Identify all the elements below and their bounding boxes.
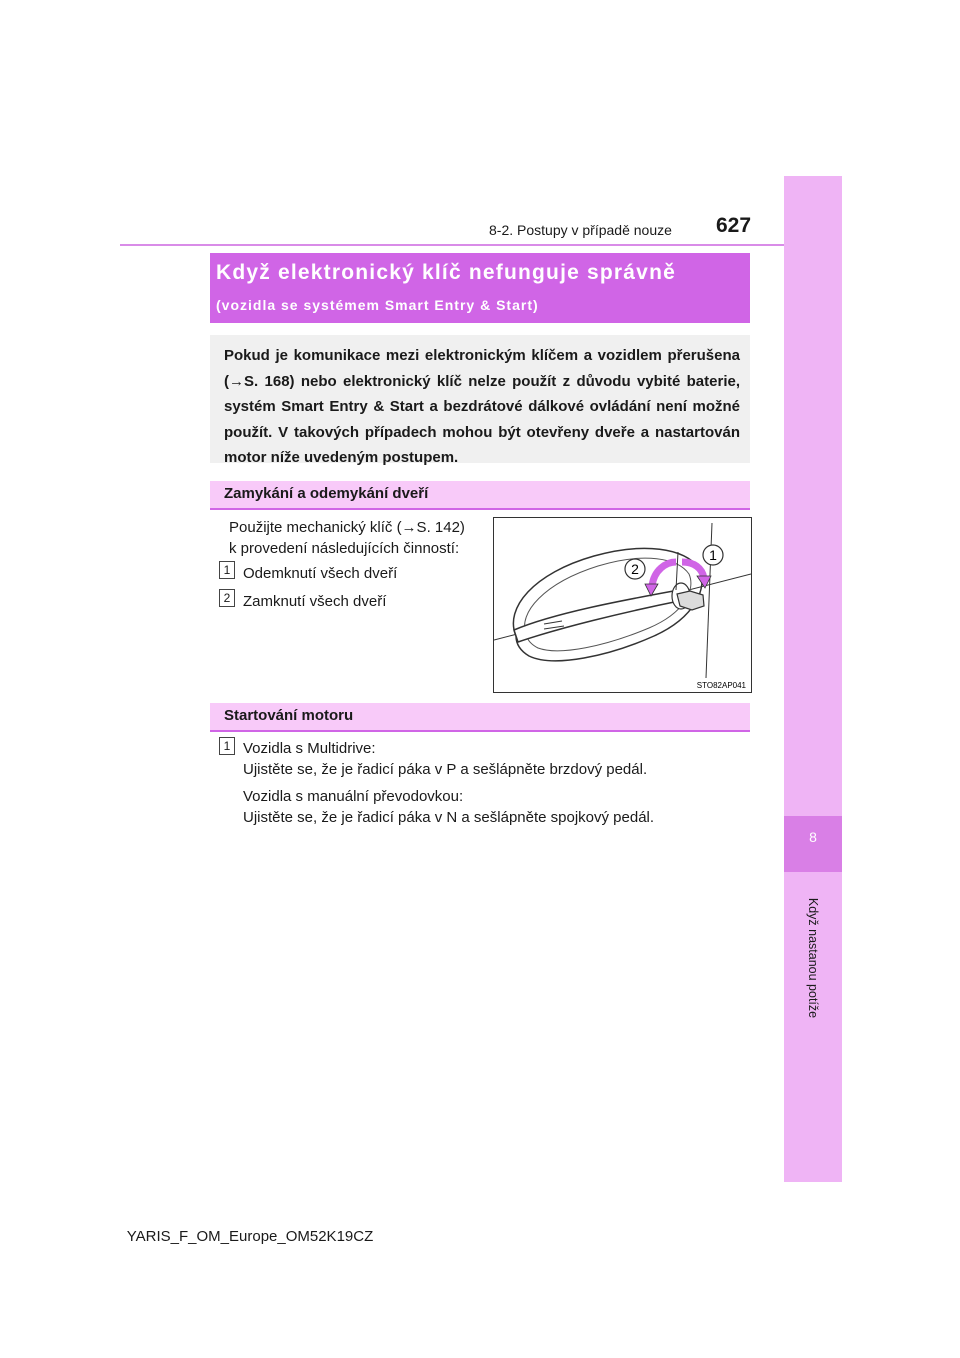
start-section-heading: Startování motoru	[224, 707, 354, 724]
lock-section-heading: Zamykání a odemykání dveří	[224, 485, 429, 502]
page-subtitle: (vozidla se systémem Smart Entry & Start)	[216, 297, 539, 313]
list-item-lock: Zamknutí všech dveří	[243, 593, 387, 610]
lock-section-text-line2: k provedení následujících činností:	[229, 540, 460, 557]
page-title: Když elektronický klíč nefunguje správně	[216, 261, 676, 284]
list-item-unlock: Odemknutí všech dveří	[243, 565, 398, 582]
chapter-number: 8	[809, 829, 817, 845]
chapter-side-tab	[784, 176, 842, 1182]
manual-instruction: Ujistěte se, že je řadicí páka v N a sešlápněte spojkový pedál.	[243, 809, 655, 826]
manual-label: Vozidla s manuální převodovkou:	[243, 788, 464, 805]
step-number-box: 2	[219, 589, 235, 607]
footer-code: YARIS_F_OM_Europe_OM52K19CZ	[126, 1228, 374, 1245]
step-number-box: 1	[219, 561, 235, 579]
lock-section-text-line1: Použijte mechanický klíč (→S. 142)	[229, 519, 465, 536]
step-number-box: 1	[219, 737, 235, 755]
callout-2: 2	[631, 561, 639, 577]
section-path: 8-2. Postupy v případě nouze	[489, 222, 672, 238]
chapter-title: Když nastanou potíže	[806, 897, 820, 1019]
page-number: 627	[716, 214, 752, 237]
door-handle-drawing	[494, 518, 751, 692]
multidrive-instruction: Ujistěte se, že je řadicí páka v P a sešlápněte brzdový pedál.	[243, 761, 648, 778]
figure-code: STO82AP041	[696, 681, 746, 690]
callout-1: 1	[709, 547, 717, 563]
door-handle-illustration	[493, 517, 752, 693]
header-rule	[120, 244, 784, 246]
multidrive-label: Vozidla s Multidrive:	[243, 740, 376, 757]
intro-text: Pokud je komunikace mezi elektronickým klíčem a vozidlem přerušena (→S. 168) nebo elektronický klíč nelze použít z důvodu vybité baterie, systém Smart Entry & Start a bezdrátové dálkové ovládání není možné použít. V takových případech mohou být otevřeny dveře a nastartován motor níže uvedeným postupem.	[224, 347, 740, 466]
